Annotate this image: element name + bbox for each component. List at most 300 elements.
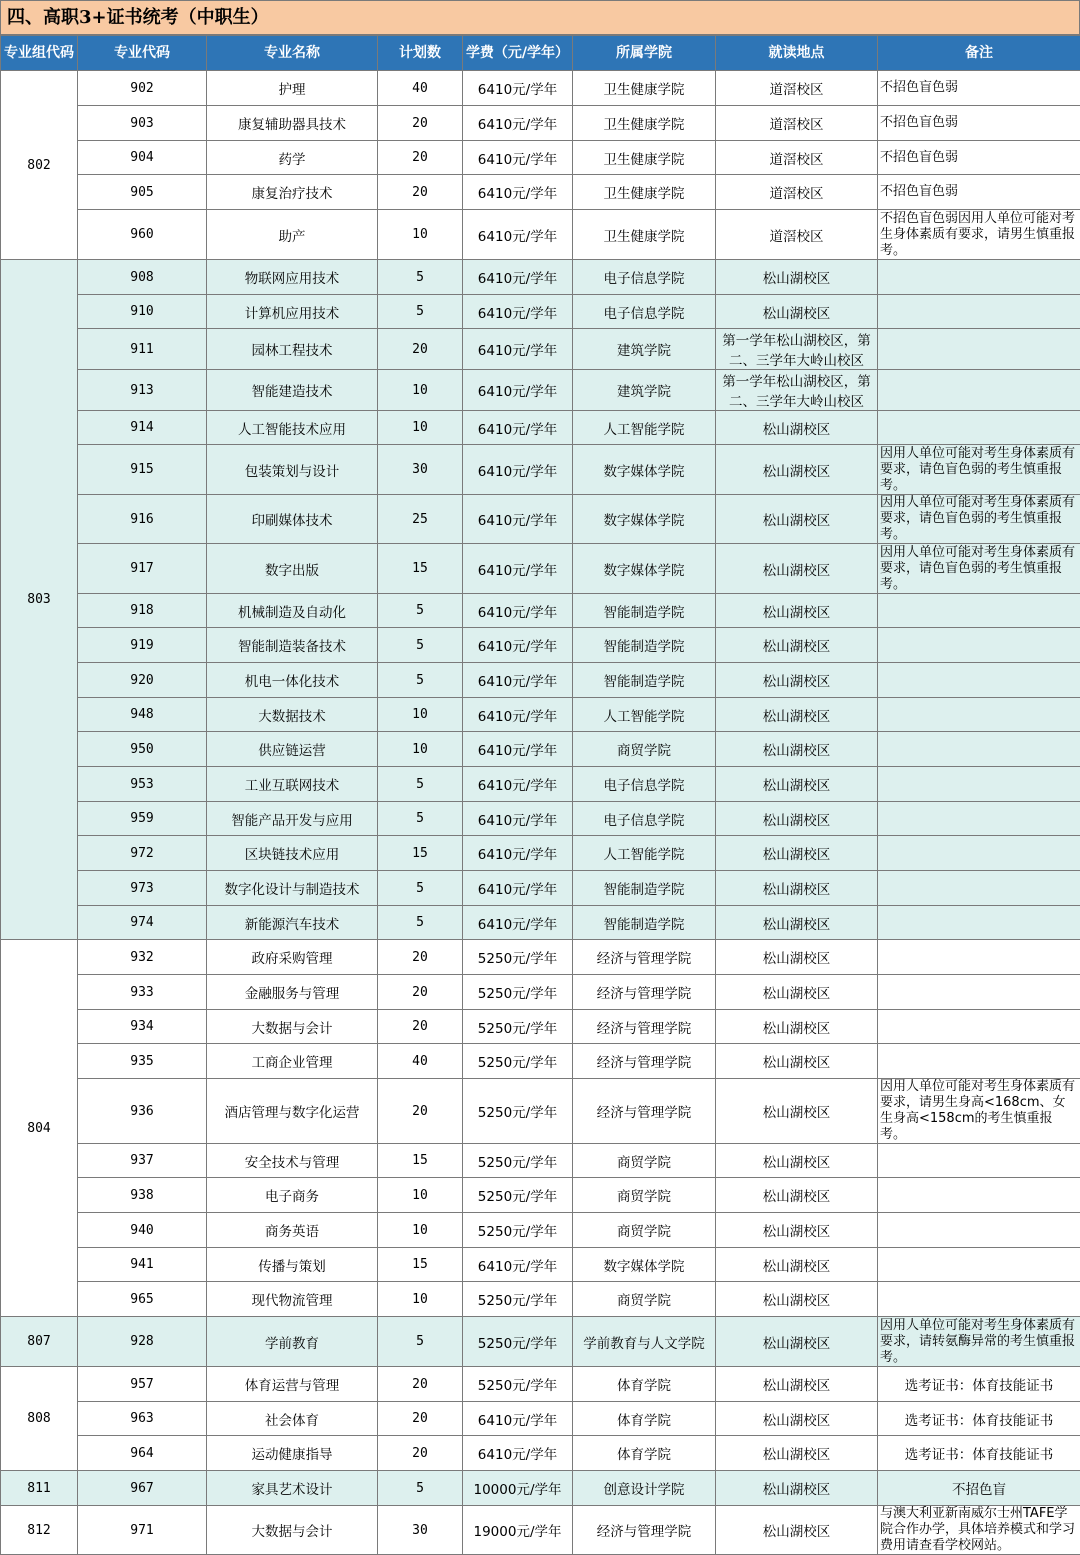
tuition-cell: 6410元/学年: [463, 210, 573, 260]
college-cell: 数字媒体学院: [573, 1248, 716, 1282]
major-code-cell: 928: [78, 1317, 207, 1367]
note-cell: [878, 1213, 1080, 1248]
college-cell: 商贸学院: [573, 1144, 716, 1178]
location-cell: 松山湖校区: [716, 1282, 878, 1317]
plan-count-cell: 5: [378, 663, 463, 698]
plan-count-cell: 5: [378, 802, 463, 836]
tuition-cell: 5250元/学年: [463, 1367, 573, 1402]
location-cell: 道滘校区: [716, 71, 878, 106]
major-code-cell: 905: [78, 175, 207, 210]
location-cell: 道滘校区: [716, 141, 878, 175]
location-cell: 松山湖校区: [716, 1248, 878, 1282]
college-cell: 商贸学院: [573, 732, 716, 767]
tuition-cell: 6410元/学年: [463, 1436, 573, 1471]
table-row: [1, 628, 1080, 663]
plan-count-cell: 10: [378, 210, 463, 260]
college-cell: 经济与管理学院: [573, 1506, 716, 1555]
plan-count-cell: 15: [378, 836, 463, 871]
table-row: [1, 732, 1080, 767]
note-cell: [878, 628, 1080, 663]
college-cell: 商贸学院: [573, 1178, 716, 1213]
college-cell: 体育学院: [573, 1367, 716, 1402]
note-cell: [878, 411, 1080, 445]
table-row: [1, 1471, 1080, 1506]
major-code-cell: 915: [78, 445, 207, 495]
location-cell: 松山湖校区: [716, 544, 878, 594]
plan-count-cell: 20: [378, 1436, 463, 1471]
major-name-cell: 金融服务与管理: [207, 975, 378, 1010]
major-code-cell: 960: [78, 210, 207, 260]
note-cell: 因用人单位可能对考生身体素质有要求，请色盲色弱的考生慎重报考。: [878, 544, 1080, 594]
location-cell: 松山湖校区: [716, 1367, 878, 1402]
college-cell: 电子信息学院: [573, 260, 716, 295]
plan-count-cell: 5: [378, 260, 463, 295]
college-cell: 卫生健康学院: [573, 71, 716, 106]
major-name-cell: 工业互联网技术: [207, 767, 378, 802]
major-name-cell: 酒店管理与数字化运营: [207, 1079, 378, 1144]
plan-count-cell: 20: [378, 141, 463, 175]
location-cell: 松山湖校区: [716, 594, 878, 628]
plan-count-cell: 20: [378, 1079, 463, 1144]
tuition-cell: 6410元/学年: [463, 802, 573, 836]
plan-count-cell: 20: [378, 106, 463, 141]
major-name-cell: 康复治疗技术: [207, 175, 378, 210]
major-code-cell: 932: [78, 940, 207, 975]
col-header-note: 备注: [878, 36, 1080, 71]
header-row: [1, 36, 1080, 71]
tuition-cell: 6410元/学年: [463, 698, 573, 732]
col-header-college: 所属学院: [573, 36, 716, 71]
major-code-cell: 917: [78, 544, 207, 594]
plan-count-cell: 20: [378, 940, 463, 975]
major-name-cell: 商务英语: [207, 1213, 378, 1248]
tuition-cell: 5250元/学年: [463, 1144, 573, 1178]
location-cell: 松山湖校区: [716, 698, 878, 732]
plan-count-cell: 20: [378, 1367, 463, 1402]
tuition-cell: 6410元/学年: [463, 544, 573, 594]
table-row: [1, 975, 1080, 1010]
major-name-cell: 大数据与会计: [207, 1010, 378, 1044]
note-cell: 选考证书：体育技能证书: [878, 1402, 1080, 1436]
group-code-cell: 811: [1, 1471, 78, 1506]
college-cell: 经济与管理学院: [573, 1079, 716, 1144]
note-cell: [878, 295, 1080, 329]
tuition-cell: 6410元/学年: [463, 370, 573, 411]
note-cell: 不招色盲色弱因用人单位可能对考生身体素质有要求，请男生慎重报考。: [878, 210, 1080, 260]
plan-count-cell: 15: [378, 544, 463, 594]
note-cell: [878, 1248, 1080, 1282]
tuition-cell: 6410元/学年: [463, 906, 573, 940]
major-code-cell: 974: [78, 906, 207, 940]
col-header-group-code: 专业组代码: [1, 36, 78, 71]
major-name-cell: 计算机应用技术: [207, 295, 378, 329]
major-name-cell: 机械制造及自动化: [207, 594, 378, 628]
college-cell: 体育学院: [573, 1402, 716, 1436]
major-name-cell: 物联网应用技术: [207, 260, 378, 295]
major-name-cell: 体育运营与管理: [207, 1367, 378, 1402]
note-cell: 因用人单位可能对考生身体素质有要求，请色盲色弱的考生慎重报考。: [878, 445, 1080, 495]
major-code-cell: 918: [78, 594, 207, 628]
major-code-cell: 902: [78, 71, 207, 106]
college-cell: 人工智能学院: [573, 411, 716, 445]
tuition-cell: 6410元/学年: [463, 663, 573, 698]
table-row: [1, 1044, 1080, 1079]
tuition-cell: 5250元/学年: [463, 1317, 573, 1367]
college-cell: 智能制造学院: [573, 906, 716, 940]
major-code-cell: 972: [78, 836, 207, 871]
table-row: [1, 141, 1080, 175]
college-cell: 卫生健康学院: [573, 210, 716, 260]
group-code-cell: 808: [1, 1367, 78, 1471]
table-row: [1, 295, 1080, 329]
note-cell: 因用人单位可能对考生身体素质有要求，请男生身高<168cm、女生身高<158cm的考生慎重报考。: [878, 1079, 1080, 1144]
tuition-cell: 6410元/学年: [463, 495, 573, 544]
major-name-cell: 学前教育: [207, 1317, 378, 1367]
table-row: [1, 802, 1080, 836]
major-code-cell: 937: [78, 1144, 207, 1178]
major-name-cell: 数字化设计与制造技术: [207, 871, 378, 906]
location-cell: 松山湖校区: [716, 940, 878, 975]
college-cell: 经济与管理学院: [573, 1010, 716, 1044]
major-code-cell: 963: [78, 1402, 207, 1436]
major-code-cell: 934: [78, 1010, 207, 1044]
major-code-cell: 936: [78, 1079, 207, 1144]
tuition-cell: 6410元/学年: [463, 141, 573, 175]
location-cell: 松山湖校区: [716, 628, 878, 663]
plan-count-cell: 5: [378, 594, 463, 628]
location-cell: 松山湖校区: [716, 1079, 878, 1144]
college-cell: 创意设计学院: [573, 1471, 716, 1506]
college-cell: 学前教育与人文学院: [573, 1317, 716, 1367]
table-row: [1, 767, 1080, 802]
tuition-cell: 6410元/学年: [463, 295, 573, 329]
major-name-cell: 包装策划与设计: [207, 445, 378, 495]
major-name-cell: 机电一体化技术: [207, 663, 378, 698]
location-cell: 松山湖校区: [716, 906, 878, 940]
table-row: [1, 1317, 1080, 1367]
note-cell: 因用人单位可能对考生身体素质有要求，请色盲色弱的考生慎重报考。: [878, 495, 1080, 544]
note-cell: [878, 260, 1080, 295]
tuition-cell: 6410元/学年: [463, 445, 573, 495]
table-row: [1, 1367, 1080, 1402]
table-row: [1, 594, 1080, 628]
plan-count-cell: 10: [378, 370, 463, 411]
major-code-cell: 913: [78, 370, 207, 411]
plan-count-cell: 20: [378, 975, 463, 1010]
major-code-cell: 973: [78, 871, 207, 906]
major-name-cell: 安全技术与管理: [207, 1144, 378, 1178]
plan-count-cell: 10: [378, 732, 463, 767]
major-code-cell: 911: [78, 329, 207, 370]
college-cell: 智能制造学院: [573, 871, 716, 906]
plan-count-cell: 20: [378, 1010, 463, 1044]
admissions-table: [0, 35, 1080, 1555]
plan-count-cell: 5: [378, 628, 463, 663]
major-name-cell: 印刷媒体技术: [207, 495, 378, 544]
location-cell: 第一学年松山湖校区，第二、三学年大岭山校区: [716, 329, 878, 370]
college-cell: 卫生健康学院: [573, 141, 716, 175]
plan-count-cell: 15: [378, 1248, 463, 1282]
table-row: [1, 906, 1080, 940]
plan-count-cell: 5: [378, 295, 463, 329]
col-header-plan: 计划数: [378, 36, 463, 71]
table-row: [1, 940, 1080, 975]
major-code-cell: 959: [78, 802, 207, 836]
table-row: [1, 698, 1080, 732]
major-code-cell: 948: [78, 698, 207, 732]
plan-count-cell: 5: [378, 767, 463, 802]
table-row: [1, 1282, 1080, 1317]
tuition-cell: 6410元/学年: [463, 732, 573, 767]
tuition-cell: 5250元/学年: [463, 940, 573, 975]
college-cell: 经济与管理学院: [573, 975, 716, 1010]
college-cell: 数字媒体学院: [573, 495, 716, 544]
table-row: [1, 871, 1080, 906]
college-cell: 电子信息学院: [573, 802, 716, 836]
location-cell: 松山湖校区: [716, 1213, 878, 1248]
note-cell: 不招色盲色弱: [878, 106, 1080, 141]
major-name-cell: 工商企业管理: [207, 1044, 378, 1079]
location-cell: 道滘校区: [716, 175, 878, 210]
note-cell: [878, 732, 1080, 767]
note-cell: [878, 1178, 1080, 1213]
major-code-cell: 971: [78, 1506, 207, 1555]
major-name-cell: 智能建造技术: [207, 370, 378, 411]
major-code-cell: 914: [78, 411, 207, 445]
plan-count-cell: 5: [378, 871, 463, 906]
tuition-cell: 6410元/学年: [463, 1402, 573, 1436]
note-cell: [878, 370, 1080, 411]
plan-count-cell: 20: [378, 175, 463, 210]
college-cell: 数字媒体学院: [573, 544, 716, 594]
note-cell: 不招色盲色弱: [878, 141, 1080, 175]
major-code-cell: 941: [78, 1248, 207, 1282]
major-name-cell: 电子商务: [207, 1178, 378, 1213]
location-cell: 松山湖校区: [716, 411, 878, 445]
college-cell: 体育学院: [573, 1436, 716, 1471]
college-cell: 经济与管理学院: [573, 940, 716, 975]
location-cell: 松山湖校区: [716, 1471, 878, 1506]
note-cell: 不招色盲色弱: [878, 71, 1080, 106]
major-name-cell: 智能制造装备技术: [207, 628, 378, 663]
note-cell: [878, 767, 1080, 802]
tuition-cell: 6410元/学年: [463, 628, 573, 663]
major-code-cell: 903: [78, 106, 207, 141]
major-code-cell: 919: [78, 628, 207, 663]
table-row: [1, 1079, 1080, 1144]
note-cell: [878, 1282, 1080, 1317]
major-code-cell: 950: [78, 732, 207, 767]
college-cell: 经济与管理学院: [573, 1044, 716, 1079]
table-row: [1, 210, 1080, 260]
college-cell: 智能制造学院: [573, 663, 716, 698]
college-cell: 人工智能学院: [573, 836, 716, 871]
plan-count-cell: 10: [378, 411, 463, 445]
location-cell: 松山湖校区: [716, 1317, 878, 1367]
major-code-cell: 940: [78, 1213, 207, 1248]
plan-count-cell: 25: [378, 495, 463, 544]
tuition-cell: 5250元/学年: [463, 1044, 573, 1079]
plan-count-cell: 30: [378, 1506, 463, 1555]
plan-count-cell: 5: [378, 1471, 463, 1506]
tuition-cell: 6410元/学年: [463, 175, 573, 210]
table-row: [1, 71, 1080, 106]
note-cell: 选考证书：体育技能证书: [878, 1367, 1080, 1402]
table-row: [1, 544, 1080, 594]
tuition-cell: 6410元/学年: [463, 329, 573, 370]
college-cell: 智能制造学院: [573, 628, 716, 663]
major-code-cell: 964: [78, 1436, 207, 1471]
group-code-cell: 807: [1, 1317, 78, 1367]
major-code-cell: 965: [78, 1282, 207, 1317]
plan-count-cell: 40: [378, 1044, 463, 1079]
major-name-cell: 政府采购管理: [207, 940, 378, 975]
major-code-cell: 933: [78, 975, 207, 1010]
table-row: [1, 1248, 1080, 1282]
table-row: [1, 1506, 1080, 1555]
location-cell: 道滘校区: [716, 210, 878, 260]
major-name-cell: 新能源汽车技术: [207, 906, 378, 940]
major-name-cell: 康复辅助器具技术: [207, 106, 378, 141]
tuition-cell: 6410元/学年: [463, 871, 573, 906]
tuition-cell: 6410元/学年: [463, 106, 573, 141]
tuition-cell: 5250元/学年: [463, 1079, 573, 1144]
table-row: [1, 411, 1080, 445]
tuition-cell: 5250元/学年: [463, 1213, 573, 1248]
location-cell: 松山湖校区: [716, 1178, 878, 1213]
location-cell: 松山湖校区: [716, 495, 878, 544]
location-cell: 松山湖校区: [716, 732, 878, 767]
plan-count-cell: 40: [378, 71, 463, 106]
page-title: 四、高职3+证书统考（中职生）: [0, 0, 1080, 35]
note-cell: [878, 698, 1080, 732]
tuition-cell: 6410元/学年: [463, 767, 573, 802]
col-header-major-code: 专业代码: [78, 36, 207, 71]
location-cell: 松山湖校区: [716, 295, 878, 329]
note-cell: [878, 1044, 1080, 1079]
table-row: [1, 1436, 1080, 1471]
plan-count-cell: 20: [378, 329, 463, 370]
major-name-cell: 大数据技术: [207, 698, 378, 732]
major-name-cell: 护理: [207, 71, 378, 106]
location-cell: 松山湖校区: [716, 1402, 878, 1436]
tuition-cell: 6410元/学年: [463, 836, 573, 871]
major-name-cell: 区块链技术应用: [207, 836, 378, 871]
table-row: [1, 329, 1080, 370]
note-cell: [878, 1010, 1080, 1044]
table-row: [1, 1178, 1080, 1213]
major-name-cell: 药学: [207, 141, 378, 175]
major-code-cell: 935: [78, 1044, 207, 1079]
table-row: [1, 495, 1080, 544]
plan-count-cell: 5: [378, 906, 463, 940]
tuition-cell: 6410元/学年: [463, 1248, 573, 1282]
major-name-cell: 现代物流管理: [207, 1282, 378, 1317]
plan-count-cell: 10: [378, 1178, 463, 1213]
major-name-cell: 运动健康指导: [207, 1436, 378, 1471]
location-cell: 第一学年松山湖校区，第二、三学年大岭山校区: [716, 370, 878, 411]
plan-count-cell: 5: [378, 1317, 463, 1367]
table-row: [1, 1010, 1080, 1044]
table-row: [1, 370, 1080, 411]
tuition-cell: 5250元/学年: [463, 975, 573, 1010]
major-name-cell: 智能产品开发与应用: [207, 802, 378, 836]
major-name-cell: 助产: [207, 210, 378, 260]
plan-count-cell: 10: [378, 698, 463, 732]
col-header-location: 就读地点: [716, 36, 878, 71]
location-cell: 松山湖校区: [716, 975, 878, 1010]
group-code-cell: 803: [1, 260, 78, 940]
major-name-cell: 大数据与会计: [207, 1506, 378, 1555]
plan-count-cell: 15: [378, 1144, 463, 1178]
note-cell: [878, 906, 1080, 940]
col-header-fee: 学费（元/学年）: [463, 36, 573, 71]
note-cell: [878, 836, 1080, 871]
note-cell: 不招色盲: [878, 1471, 1080, 1506]
college-cell: 智能制造学院: [573, 594, 716, 628]
major-code-cell: 908: [78, 260, 207, 295]
tuition-cell: 5250元/学年: [463, 1010, 573, 1044]
major-name-cell: 传播与策划: [207, 1248, 378, 1282]
location-cell: 道滘校区: [716, 106, 878, 141]
table-row: [1, 836, 1080, 871]
major-code-cell: 910: [78, 295, 207, 329]
table-row: [1, 1144, 1080, 1178]
location-cell: 松山湖校区: [716, 1010, 878, 1044]
note-cell: 与澳大利亚新南威尔士州TAFE学院合作办学，具体培养模式和学习费用请查看学校网站。: [878, 1506, 1080, 1555]
tuition-cell: 6410元/学年: [463, 71, 573, 106]
group-code-cell: 802: [1, 71, 78, 260]
major-code-cell: 920: [78, 663, 207, 698]
college-cell: 商贸学院: [573, 1213, 716, 1248]
location-cell: 松山湖校区: [716, 1436, 878, 1471]
location-cell: 松山湖校区: [716, 663, 878, 698]
note-cell: [878, 663, 1080, 698]
note-cell: [878, 871, 1080, 906]
note-cell: [878, 975, 1080, 1010]
college-cell: 人工智能学院: [573, 698, 716, 732]
table-row: [1, 1402, 1080, 1436]
college-cell: 商贸学院: [573, 1282, 716, 1317]
college-cell: 数字媒体学院: [573, 445, 716, 495]
tuition-cell: 5250元/学年: [463, 1178, 573, 1213]
college-cell: 卫生健康学院: [573, 175, 716, 210]
location-cell: 松山湖校区: [716, 767, 878, 802]
plan-count-cell: 20: [378, 1402, 463, 1436]
location-cell: 松山湖校区: [716, 445, 878, 495]
location-cell: 松山湖校区: [716, 836, 878, 871]
col-header-major-name: 专业名称: [207, 36, 378, 71]
note-cell: 选考证书：体育技能证书: [878, 1436, 1080, 1471]
plan-count-cell: 10: [378, 1282, 463, 1317]
note-cell: 不招色盲色弱: [878, 175, 1080, 210]
college-cell: 建筑学院: [573, 370, 716, 411]
college-cell: 卫生健康学院: [573, 106, 716, 141]
note-cell: [878, 940, 1080, 975]
note-cell: [878, 1144, 1080, 1178]
tuition-cell: 5250元/学年: [463, 1282, 573, 1317]
location-cell: 松山湖校区: [716, 1506, 878, 1555]
tuition-cell: 19000元/学年: [463, 1506, 573, 1555]
plan-count-cell: 10: [378, 1213, 463, 1248]
major-name-cell: 家具艺术设计: [207, 1471, 378, 1506]
location-cell: 松山湖校区: [716, 260, 878, 295]
group-code-cell: 804: [1, 940, 78, 1317]
major-name-cell: 人工智能技术应用: [207, 411, 378, 445]
major-code-cell: 916: [78, 495, 207, 544]
tuition-cell: 6410元/学年: [463, 260, 573, 295]
note-cell: [878, 329, 1080, 370]
